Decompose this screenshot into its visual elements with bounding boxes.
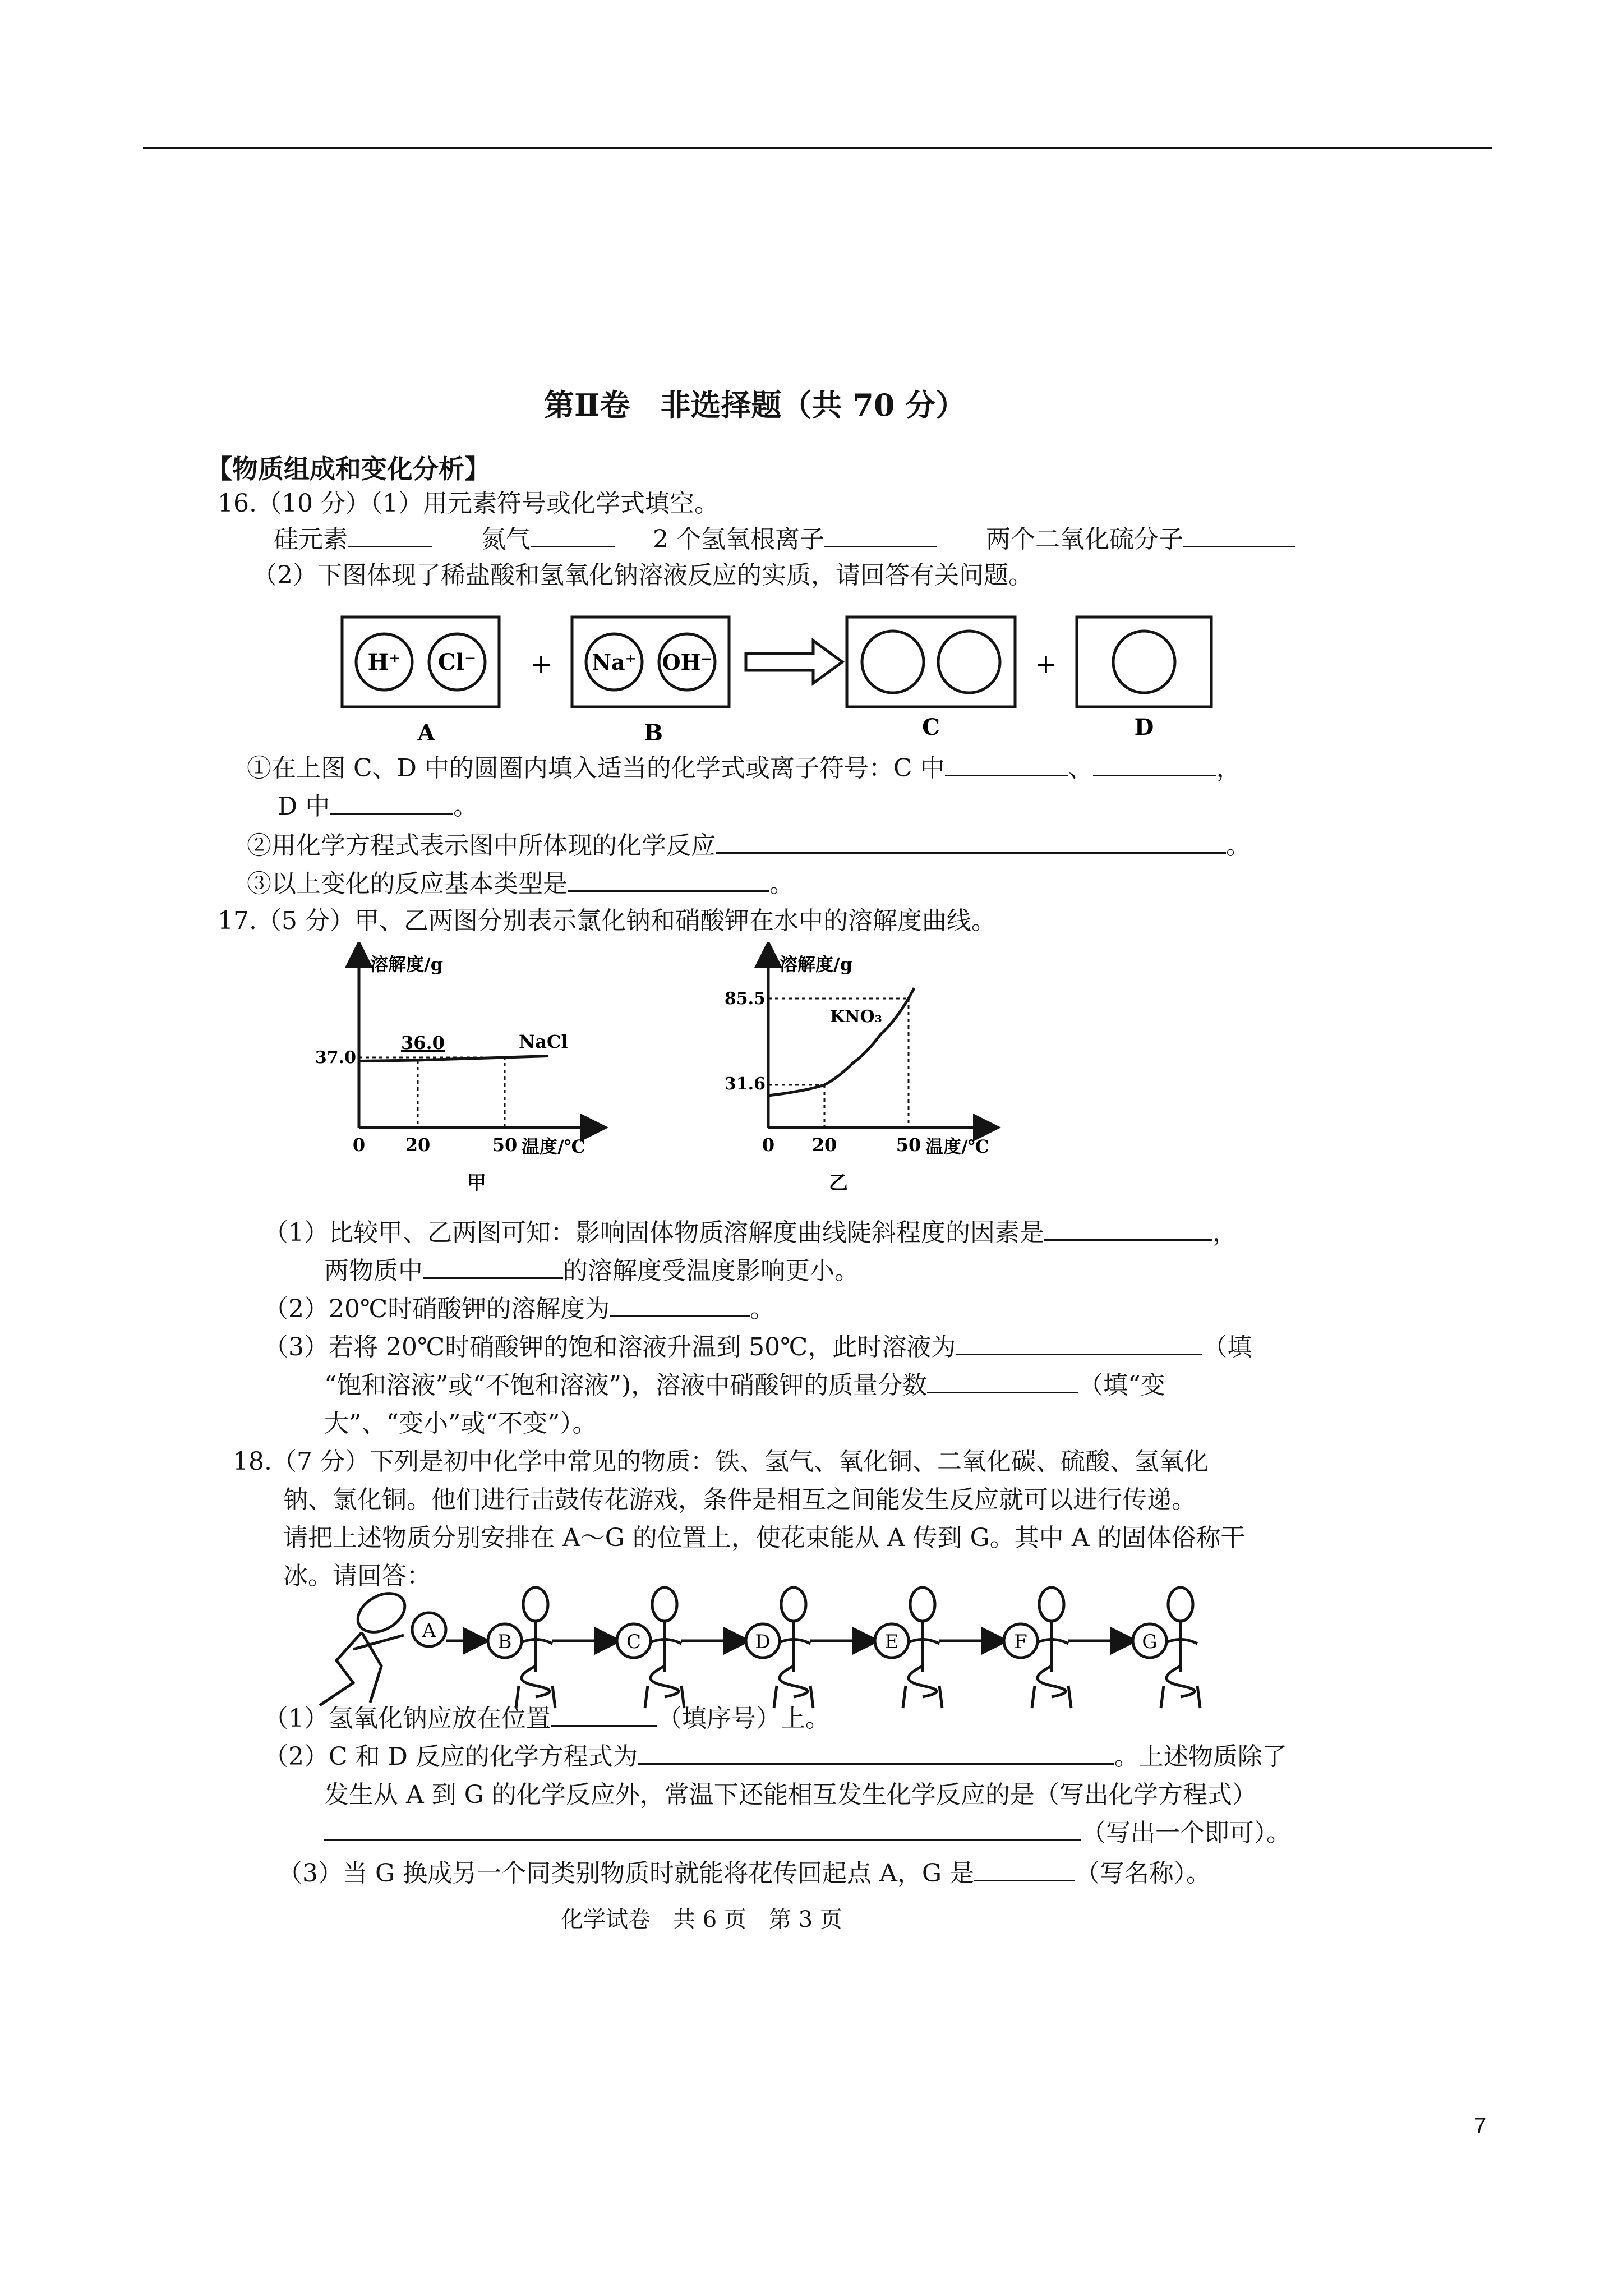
section-title: 【物质组成和变化分析】 — [206, 454, 490, 484]
blank-circle — [862, 631, 924, 693]
blank-circle — [938, 631, 1000, 693]
q18-q2-line3 — [324, 1816, 1291, 1850]
plus-sign: + — [529, 648, 553, 680]
seated-figure — [516, 1588, 555, 1708]
y-axis-label: 溶解度/g — [780, 954, 853, 975]
fill-label-nitrogen: 氮气 — [481, 525, 531, 554]
answer-blank[interactable] — [1093, 752, 1216, 776]
label-a: A — [417, 720, 435, 746]
q16-sub2 — [247, 829, 1251, 863]
seated-figure — [774, 1588, 813, 1708]
q17-q3-line2 — [324, 1369, 1165, 1402]
q18-q1 — [264, 1702, 830, 1736]
x-tick-0: 0 — [762, 1134, 775, 1156]
answer-blank[interactable] — [1044, 1217, 1212, 1241]
q18-q2-text: （2）C 和 D 反应的化学方程式为 — [264, 1742, 638, 1771]
fill-label-so2: 两个二氧化硫分子 — [985, 525, 1183, 554]
y-tick-85: 85.5 — [724, 989, 766, 1009]
position-label: F — [1014, 1631, 1027, 1653]
separator: 、 — [1068, 754, 1093, 783]
q17-q2 — [264, 1292, 774, 1326]
q17-q1-text2: 两物质中 — [324, 1257, 423, 1285]
q16-stem: 16.（10 分）（1）用元素符号或化学式填空。 — [218, 489, 719, 518]
chart-jia — [315, 954, 594, 1194]
q18-q1-hint: （填序号）上。 — [657, 1704, 830, 1733]
punctuation: ， — [1216, 754, 1241, 783]
fill-label-silicon: 硅元素 — [274, 525, 348, 554]
box-c — [847, 617, 1015, 707]
q18-q2-hint: （写出一个即可）。 — [1081, 1819, 1291, 1847]
ion-na-plus: Na⁺ — [592, 650, 637, 675]
q17-q3-text2: “饱和溶液”或“不饱和溶液”)，溶液中硝酸钾的质量分数 — [324, 1371, 928, 1400]
position-label: E — [884, 1631, 899, 1653]
punctuation: 。 — [769, 869, 794, 898]
page-footer: 化学试卷 共 6 页 第 3 页 — [561, 1907, 842, 1932]
series-label-kno3: KNO₃ — [830, 1007, 882, 1027]
page-number: 7 — [1474, 2114, 1487, 2138]
ion-oh-minus: OH⁻ — [662, 650, 712, 675]
y-tick-31: 31.6 — [724, 1074, 766, 1094]
answer-blank[interactable] — [610, 1293, 750, 1317]
q18-line3: 请把上述物质分别安排在 A～G 的位置上，使花束能从 A 传到 G。其中 A 的固体俗称干 — [283, 1524, 1246, 1552]
answer-blank[interactable] — [423, 1255, 563, 1279]
x-axis-label: 温度/℃ — [522, 1136, 586, 1157]
q18-q3-hint: （写名称）。 — [1075, 1859, 1211, 1888]
punctuation: ， — [1212, 1218, 1237, 1247]
seated-figure — [645, 1588, 684, 1708]
seated-figure — [903, 1588, 942, 1708]
punctuation: 。 — [453, 792, 478, 821]
header-rule — [143, 147, 1492, 149]
x-tick-50: 50 — [896, 1134, 921, 1156]
y-axis-label: 溶解度/g — [370, 954, 444, 975]
q16-sub3 — [247, 867, 794, 901]
punctuation: 。 — [750, 1295, 775, 1323]
q17-q3-text: （3）若将 20℃时硝酸钾的饱和溶液升温到 50℃，此时溶液为 — [264, 1333, 956, 1361]
q18-q1-text: （1）氢氧化钠应放在位置 — [264, 1704, 551, 1733]
y-tick-37: 37.0 — [315, 1048, 356, 1068]
label-d: D — [1134, 714, 1154, 740]
drummer-figure — [320, 1586, 412, 1705]
q16-sub3-text: ③以上变化的反应基本类型是 — [247, 869, 568, 898]
reaction-diagram — [331, 606, 1217, 752]
q18-q3 — [278, 1857, 1211, 1890]
q18-line4: 冰。请回答： — [283, 1562, 431, 1590]
answer-blank[interactable] — [824, 523, 937, 547]
ion-cl-minus: Cl⁻ — [437, 649, 477, 675]
position-label: C — [626, 1631, 642, 1653]
plus-sign: + — [1034, 648, 1058, 680]
answer-blank[interactable] — [348, 523, 432, 547]
q18-q2-line1 — [264, 1740, 1287, 1774]
label-c: C — [922, 714, 940, 740]
q18-line2: 钠、氯化铜。他们进行击鼓传花游戏，条件是相互之间能发生反应就可以进行传递。 — [283, 1485, 1196, 1514]
q17-q1-text: （1）比较甲、乙两图可知：影响固体物质溶解度曲线陡斜程度的因素是 — [264, 1218, 1044, 1247]
answer-blank[interactable] — [945, 752, 1068, 776]
blank-circle — [1113, 631, 1175, 693]
answer-blank[interactable] — [974, 1857, 1075, 1881]
seated-figure — [1032, 1588, 1071, 1708]
punctuation: 。 — [1226, 831, 1251, 860]
answer-blank[interactable] — [956, 1331, 1202, 1355]
chart-yi — [725, 954, 989, 1194]
answer-blank[interactable] — [1183, 523, 1295, 547]
q17-q2-text: （2）20℃时硝酸钾的溶解度为 — [264, 1295, 610, 1323]
q16-sub2-text: ②用化学方程式表示图中所体现的化学反应 — [247, 831, 716, 860]
solubility-charts — [314, 942, 1133, 1212]
q18-q2-text2: 。上述物质除了 — [1114, 1742, 1287, 1771]
answer-blank[interactable] — [551, 1703, 657, 1727]
position-label: B — [497, 1631, 512, 1653]
answer-blank[interactable] — [927, 1369, 1078, 1393]
series-label-nacl: NaCl — [519, 1031, 568, 1052]
q16-sub1-text: ①在上图 C、D 中的圆圈内填入适当的化学式或离子符号：C 中 — [247, 754, 945, 783]
position-label: D — [755, 1631, 771, 1653]
q16-sub1-d-label: D 中 — [278, 792, 330, 821]
fill-label-hydroxide: 2 个氢氧根离子 — [653, 525, 824, 554]
q16-fill-line — [274, 523, 1295, 556]
part-heading: 第Ⅱ卷 非选择题（共 70 分） — [544, 387, 966, 423]
q17-q3-hint2: （填“变 — [1078, 1371, 1165, 1400]
q17-q1-line1 — [264, 1216, 1237, 1250]
x-axis-label: 温度/℃ — [925, 1136, 990, 1157]
ion-h-plus: H⁺ — [367, 649, 401, 675]
q17-q3-line3: 大”、“变小”或“不变”）。 — [324, 1409, 597, 1438]
position-a: A — [422, 1619, 436, 1642]
reaction-arrow-icon — [746, 641, 842, 683]
q18-q3-text: （3）当 G 换成另一个同类别物质时就能将花传回起点 A，G 是 — [278, 1859, 975, 1888]
position-label: G — [1142, 1631, 1158, 1653]
x-tick-20: 20 — [405, 1134, 431, 1156]
answer-blank[interactable] — [716, 830, 1226, 854]
pass-the-flower-illustration — [314, 1582, 1245, 1717]
q17-q1-text3: 的溶解度受温度影响更小。 — [563, 1257, 859, 1285]
x-tick-20: 20 — [811, 1134, 837, 1156]
q16-sub1-line2 — [278, 790, 478, 823]
seated-figure — [1161, 1588, 1200, 1708]
q16-part2: （2）下图体现了稀盐酸和氢氧化钠溶液反应的实质，请回答有关问题。 — [252, 561, 1033, 590]
q17-q3-line1 — [264, 1331, 1252, 1364]
q18-q2-line2: 发生从 A 到 G 的化学反应外，常温下还能相互发生化学反应的是（写出化学方程式） — [324, 1780, 1257, 1809]
q17-q1-line2 — [324, 1254, 859, 1288]
q16-sub1-line1 — [247, 752, 1241, 785]
q18-line1: 18.（7 分）下列是初中化学中常见的物质：铁、氢气、氧化铜、二氧化碳、硫酸、氢氧化 — [233, 1447, 1209, 1476]
answer-blank[interactable] — [568, 868, 769, 892]
annotation-36: 36.0 — [401, 1032, 445, 1053]
x-tick-0: 0 — [352, 1134, 366, 1156]
q17-q3-hint: （填 — [1202, 1333, 1252, 1361]
q17-stem: 17.（5 分）甲、乙两图分别表示氯化钠和硝酸钾在水中的溶解度曲线。 — [218, 907, 996, 935]
label-b: B — [644, 720, 663, 746]
answer-blank[interactable] — [531, 523, 615, 547]
answer-blank[interactable] — [638, 1741, 1114, 1765]
chart-yi-title: 乙 — [829, 1172, 848, 1194]
kno3-curve — [768, 988, 914, 1095]
answer-blank[interactable] — [330, 790, 453, 815]
x-tick-50: 50 — [492, 1134, 518, 1156]
chart-jia-title: 甲 — [467, 1172, 486, 1194]
answer-blank[interactable] — [324, 1817, 1081, 1841]
